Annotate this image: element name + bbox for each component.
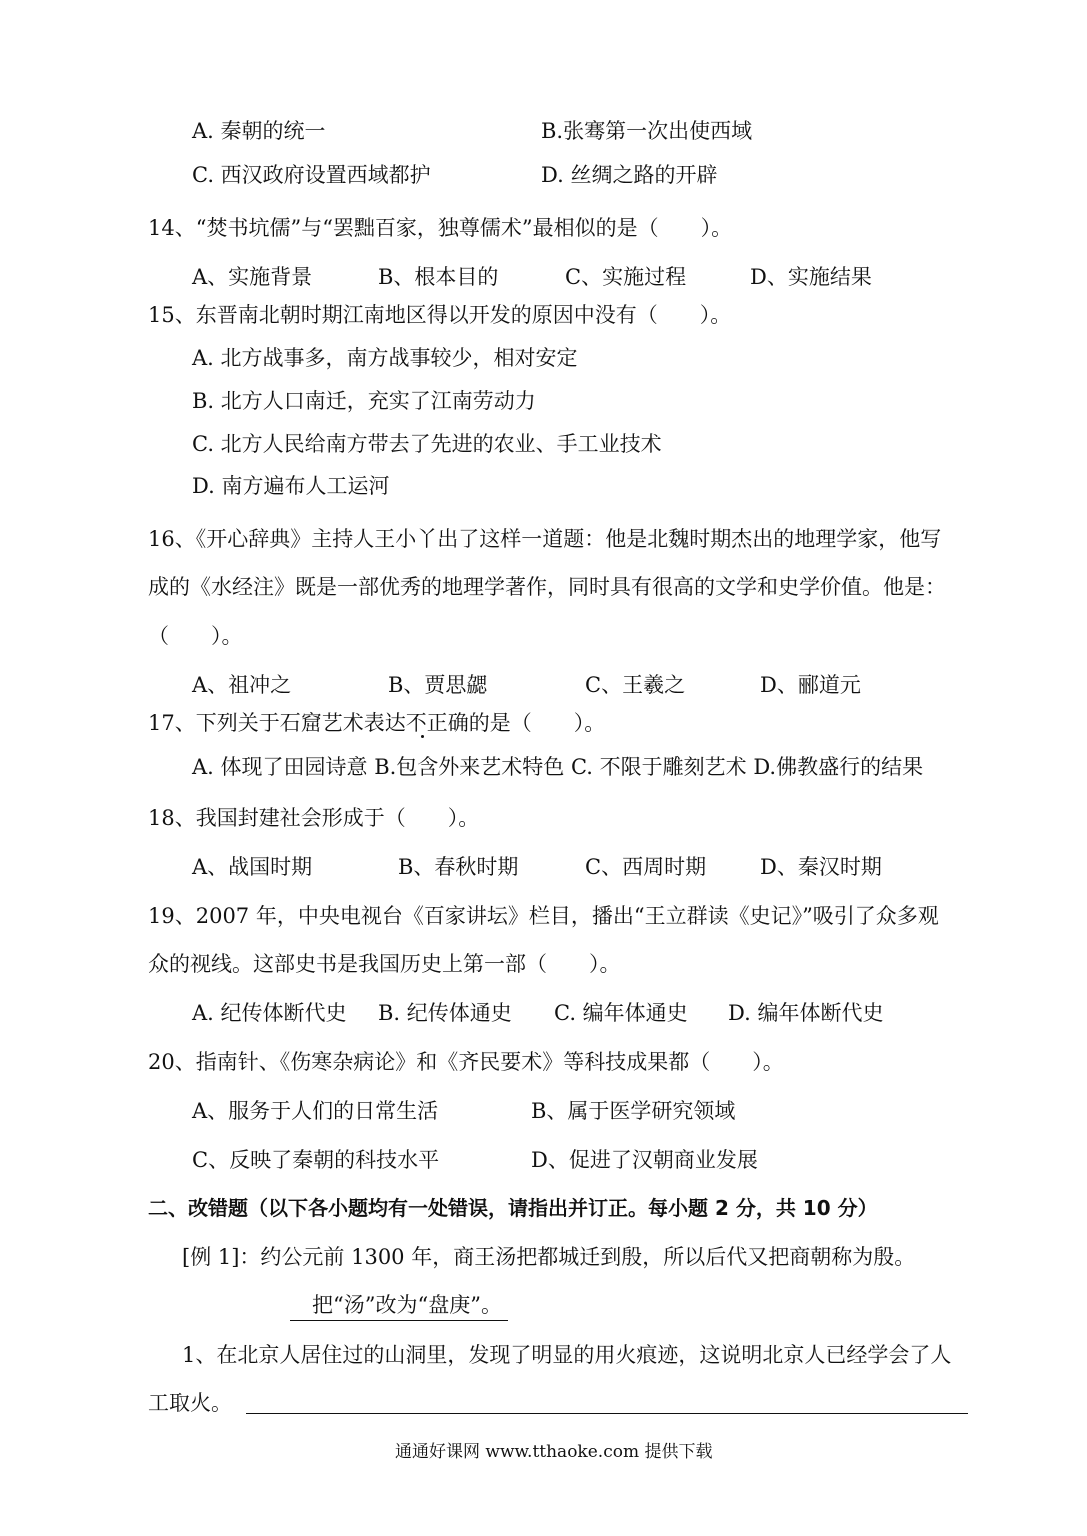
q18-option-b: B、春秋时期 <box>398 855 519 879</box>
q16-option-a: A、祖冲之 <box>192 673 292 697</box>
q19-option-b: B. 纪传体通史 <box>378 1001 512 1025</box>
q19-option-d: D. 编年体断代史 <box>728 1001 884 1025</box>
emphasis-dot-icon <box>421 735 424 738</box>
q20-option-a: A、服务于人们的日常生活 <box>192 1099 439 1123</box>
example-1: [例 1]：约公元前 1300 年，商王汤把都城迁到殷，所以后代又把商朝称为殷。 <box>182 1245 916 1269</box>
s2-q1-line-1: 1、在北京人居住过的山洞里，发现了明显的用火痕迹，这说明北京人已经学会了人 <box>182 1343 952 1367</box>
q19-stem-line-2: 众的视线。这部史书是我国历史上第一部（ ）。 <box>148 952 621 976</box>
q16-stem-line-2: 成的《水经注》既是一部优秀的地理学著作，同时具有很高的文学和史学价值。他是： <box>148 575 946 599</box>
q20-stem: 20、指南针、《伤寒杂病论》和《齐民要术》等科技成果都（ ）。 <box>148 1050 784 1074</box>
q14-stem: 14、“焚书坑儒”与“罢黜百家，独尊儒术”最相似的是（ ）。 <box>148 216 733 240</box>
q20-option-d: D、促进了汉朝商业发展 <box>531 1148 758 1172</box>
q16-option-c: C、王羲之 <box>585 673 686 697</box>
q13-option-a: A. 秦朝的统一 <box>192 119 326 143</box>
q18-option-c: C、西周时期 <box>585 855 707 879</box>
q16-option-d: D、郦道元 <box>760 673 861 697</box>
q18-stem: 18、我国封建社会形成于（ ）。 <box>148 806 480 830</box>
q14-option-c: C、实施过程 <box>565 265 687 289</box>
q19-option-a: A. 纪传体断代史 <box>192 1001 347 1025</box>
q13-option-d: D. 丝绸之路的开辟 <box>541 163 718 187</box>
example-1-answer: 把“汤”改为“盘庚”。 <box>290 1295 508 1321</box>
q13-option-b: B.张骞第一次出使西域 <box>541 119 753 143</box>
q14-option-a: A、实施背景 <box>192 265 313 289</box>
q16-stem-line-1: 16、《开心辞典》主持人王小丫出了这样一道题：他是北魏时期杰出的地理学家，他写 <box>148 527 942 551</box>
q15-option-d: D. 南方遍布人工运河 <box>192 474 390 498</box>
page-footer: 通通好课网 www.tthaoke.com 提供下载 <box>395 1442 713 1462</box>
q15-option-c: C. 北方人民给南方带去了先进的农业、手工业技术 <box>192 432 662 456</box>
q15-stem: 15、东晋南北朝时期江南地区得以开发的原因中没有（ ）。 <box>148 303 732 327</box>
s2-q1-answer-blank[interactable] <box>246 1413 968 1414</box>
s2-q1-line-2: 工取火。 <box>148 1391 232 1415</box>
q14-option-d: D、实施结果 <box>750 265 872 289</box>
q13-option-c: C. 西汉政府设置西域都护 <box>192 163 431 187</box>
q19-stem-line-1: 19、2007 年，中央电视台《百家讲坛》栏目，播出“王立群读《史记》”吸引了众多观 <box>148 904 939 928</box>
q16-stem-line-3: （ ）。 <box>148 624 243 648</box>
q18-option-d: D、秦汉时期 <box>760 855 882 879</box>
q15-option-b: B. 北方人口南迁，充实了江南劳动力 <box>192 389 536 413</box>
q15-option-a: A. 北方战事多，南方战事较少，相对安定 <box>192 346 578 370</box>
q14-option-b: B、根本目的 <box>378 265 499 289</box>
q20-option-b: B、属于医学研究领域 <box>531 1099 736 1123</box>
q20-option-c: C、反映了秦朝的科技水平 <box>192 1148 440 1172</box>
q18-option-a: A、战国时期 <box>192 855 313 879</box>
q19-option-c: C. 编年体通史 <box>554 1001 688 1025</box>
q17-options: A. 体现了田园诗意 B.包含外来艺术特色 C. 不限于雕刻艺术 D.佛教盛行的结果 <box>192 755 924 779</box>
q17-stem: 17、下列关于石窟艺术表达不正确的是（ ）。 <box>148 711 606 735</box>
section-2-heading: 二、改错题（以下各小题均有一处错误，请指出并订正。每小题 2 分，共 10 分） <box>148 1196 878 1220</box>
q16-option-b: B、贾思勰 <box>388 673 488 697</box>
